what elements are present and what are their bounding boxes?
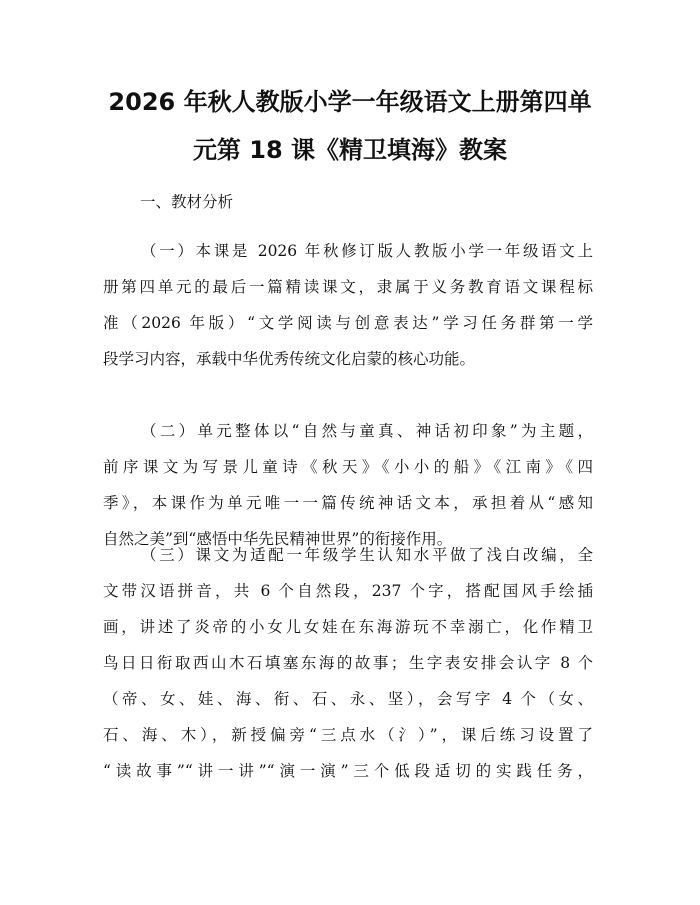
paragraph-line: 册第四单元的最后一篇精读课文，隶属于义务教育语文课程标 xyxy=(103,278,593,296)
paragraph-line: 准（2026 年版）“文学阅读与创意表达”学习任务群第一学 xyxy=(103,314,593,332)
paragraph-line: （一）本课是 2026 年秋修订版人教版小学一年级语文上 xyxy=(141,242,593,260)
paragraph-3 xyxy=(103,537,593,789)
paragraph-line: 石、海、木），新授偏旁“三点水（氵）”，课后练习设置了 xyxy=(103,726,593,744)
paragraph-line: （三）课文为适配一年级学生认知水平做了浅白改编，全 xyxy=(141,546,593,564)
document-title-line-1: 2026 年秋人教版小学一年级语文上册第四单 xyxy=(108,88,592,116)
paragraph-line: 自然之美”到“感悟中华先民精神世界”的衔接作用。 xyxy=(103,530,453,548)
document-title-line-2: 元第 18 课《精卫填海》教案 xyxy=(192,136,508,164)
paragraph-line: “读故事”“讲一讲”“演一演”三个低段适切的实践任务， xyxy=(103,762,593,780)
paragraph-2 xyxy=(103,413,593,557)
paragraph-line: 段学习内容，承载中华优秀传统文化启蒙的核心功能。 xyxy=(103,350,476,368)
paragraph-line: 鸟日日衔取西山木石填塞东海的故事；生字表安排会认字 8 个 xyxy=(103,654,593,672)
paragraph-line: （帝、女、娃、海、衔、石、永、坚），会写字 4 个（女、 xyxy=(103,690,593,708)
paragraph-1 xyxy=(103,233,593,377)
section-heading: 一、教材分析 xyxy=(140,193,234,211)
paragraph-line: （二）单元整体以“自然与童真、神话初印象”为主题， xyxy=(141,422,593,440)
paragraph-line: 文带汉语拼音，共 6 个自然段，237 个字，搭配国风手绘插 xyxy=(103,582,593,600)
paragraph-line: 季》，本课作为单元唯一一篇传统神话文本，承担着从“感知 xyxy=(103,494,593,512)
paragraph-line: 画，讲述了炎帝的小女儿女娃在东海游玩不幸溺亡，化作精卫 xyxy=(103,618,593,636)
paragraph-line: 前序课文为写景儿童诗《秋天》《小小的船》《江南》《四 xyxy=(103,458,593,476)
